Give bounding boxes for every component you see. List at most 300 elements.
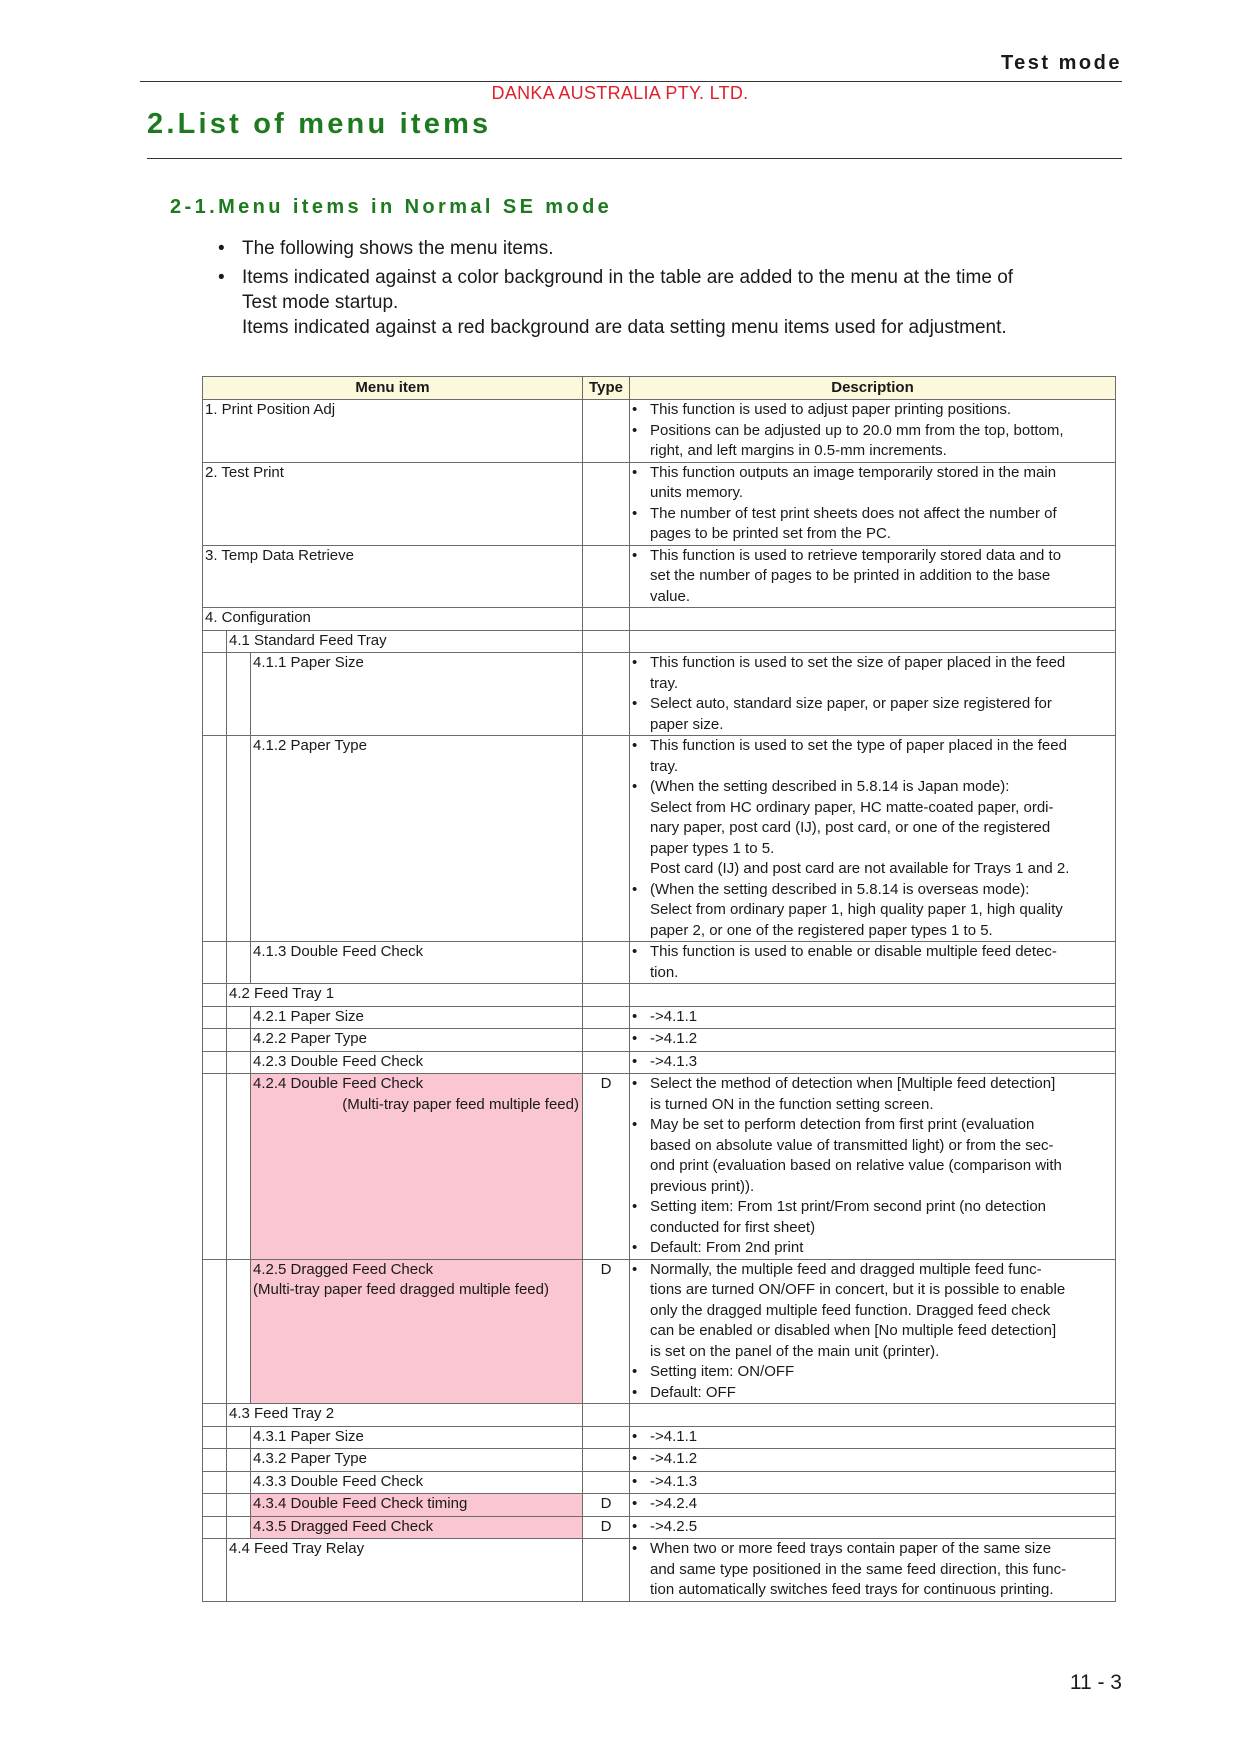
description-cell [630,1494,1116,1517]
menu-item-text: 4.1.1 Paper Size [253,654,364,671]
bullet-icon: • [218,238,225,259]
description-text-line: This function is used to retrieve temporarily stored data and to [650,546,1062,564]
description-list [630,1052,1115,1073]
description-text-line: ->4.1.3 [650,1052,698,1070]
table-row [203,1494,1116,1517]
description-text-line: ->4.2.4 [650,1495,698,1512]
description-text-line: only the dragged multiple feed function. Dragged feed check [650,1301,1051,1319]
intro-bullet-item [218,236,1118,261]
type-cell [583,1426,630,1449]
heading-1: 2.List of menu items [147,108,492,140]
description-text-line: Positions can be adjusted up to 20.0 mm from the top, bottom, [650,421,1064,439]
description-cell [630,1074,1116,1260]
description-item [630,942,1115,983]
section-label: Test mode [1000,52,1122,74]
table-header-row [203,377,1116,400]
indent-column [227,736,251,941]
menu-item-cell [203,630,583,653]
bullet-icon: • [632,1198,638,1215]
indent-column [227,1472,251,1494]
menu-item-cell [203,736,583,942]
menu-item-wrap [203,631,582,653]
menu-item-wrap [203,1494,582,1516]
menu-item-text: (Multi-tray paper feed dragged multiple feed) [253,1281,549,1298]
indent-column [203,1427,227,1449]
description-item [630,1539,1115,1601]
indent-column [203,1404,227,1426]
description-item [630,880,1115,942]
description-list [630,1517,1115,1538]
description-text-line: When two or more feed trays contain paper of the same size [650,1540,1052,1557]
menu-item-wrap [203,1449,582,1471]
description-list [630,1539,1115,1601]
description-text-line: paper 2, or one of the registered paper types 1 to 5. [650,921,993,939]
menu-item-text: 3. Temp Data Retrieve [205,546,354,564]
menu-item-text: 4.2.2 Paper Type [253,1030,367,1047]
description-text-line: This function outputs an image temporarily stored in the main [650,463,1057,481]
menu-item-label [251,1007,582,1029]
table-row [203,1051,1116,1074]
menu-item-wrap [203,984,582,1006]
description-item [630,1260,1115,1363]
indent-column [203,653,227,735]
description-text-line: This function is used to enable or disable multiple feed detec- [650,943,1057,960]
menu-item-label [251,1472,582,1494]
type-cell: D [583,1259,630,1404]
description-text-line: ->4.1.2 [650,1030,698,1047]
column-header-type: Type [583,377,630,400]
description-item [630,1029,1115,1050]
description-text-line: ->4.1.1 [650,1427,698,1445]
type-cell [583,1006,630,1029]
description-text-line: Normally, the multiple feed and dragged multiple feed func- [650,1260,1042,1278]
description-text-line: conducted for first sheet) [650,1218,816,1236]
menu-item-label [227,1404,582,1426]
description-text-line: May be set to perform detection from first print (evaluation [650,1116,1035,1133]
header-rule [140,81,1122,82]
bullet-icon: • [632,1450,638,1467]
table-row [203,1449,1116,1472]
menu-item-label [251,653,582,735]
table-row [203,1516,1116,1539]
heading-2: 2-1.Menu items in Normal SE mode [170,196,613,218]
menu-item-label [251,1052,582,1074]
menu-item-cell [203,653,583,736]
description-item [630,421,1115,462]
table-row [203,736,1116,942]
menu-item-cell [203,1449,583,1472]
menu-item-label [203,608,582,630]
description-list [630,653,1115,735]
indent-column [227,1074,251,1259]
description-list [630,1427,1115,1448]
menu-item-wrap [203,400,582,462]
bullet-icon: • [632,695,638,712]
bullet-icon: • [632,1517,638,1535]
description-text-line: This function is used to adjust paper printing positions. [650,401,1012,418]
description-text-line: based on absolute value of transmitted light) or from the sec- [650,1136,1054,1154]
menu-item-text: 4.2.3 Double Feed Check [253,1052,424,1070]
indent-column [227,1517,251,1539]
description-cell [630,736,1116,942]
menu-item-cell [203,1539,583,1602]
description-text-line: value. [650,587,691,605]
indent-column [227,1007,251,1029]
description-text-line: Select the method of detection when [Multiple feed detection] [650,1075,1056,1092]
menu-item-wrap [203,736,582,941]
description-item [630,1007,1115,1028]
description-cell [630,1426,1116,1449]
description-cell [630,1516,1116,1539]
intro-list [218,236,1118,344]
description-item [630,504,1115,545]
table-row [203,653,1116,736]
bullet-icon: • [632,463,638,481]
menu-item-text: 4.2.4 Double Feed Check [253,1075,424,1092]
intro-text-line: Items indicated against a color background in the table are added to the menu at the time of [242,267,1014,288]
type-cell: D [583,1516,630,1539]
table-row [203,608,1116,631]
menu-item-cell [203,1404,583,1427]
description-cell [630,462,1116,545]
description-cell [630,1029,1116,1052]
bullet-icon: • [632,504,638,522]
indent-column [203,1052,227,1074]
description-list [630,1472,1115,1493]
description-text-line: Select auto, standard size paper, or paper size registered for [650,695,1052,712]
bullet-icon: • [632,421,638,439]
indent-column [227,1427,251,1449]
description-item [630,777,1115,880]
description-item [630,463,1115,504]
menu-item-cell [203,400,583,463]
menu-item-text: 4.3.2 Paper Type [253,1450,367,1467]
menu-items-table [202,376,1116,1602]
menu-item-wrap [203,1472,582,1494]
description-item [630,546,1115,608]
menu-item-cell [203,1259,583,1404]
description-text-line: ->4.1.3 [650,1472,698,1490]
description-text-line: can be enabled or disabled when [No multiple feed detection] [650,1322,1057,1339]
menu-item-wrap [203,546,582,608]
type-cell [583,736,630,942]
menu-item-label [251,1517,582,1539]
description-item [630,1472,1115,1493]
indent-column [203,1494,227,1516]
bullet-icon: • [632,1363,638,1380]
menu-item-label [251,1494,582,1516]
bullet-icon: • [632,1075,638,1092]
bullet-icon: • [632,1007,638,1025]
menu-item-cell [203,1516,583,1539]
description-text-line: This function is used to set the type of paper placed in the feed [650,737,1067,754]
description-list [630,1007,1115,1028]
indent-column [227,1052,251,1074]
menu-item-wrap [203,942,582,983]
menu-item-text: 4.1.2 Paper Type [253,737,367,754]
description-cell [630,400,1116,463]
description-cell [630,1006,1116,1029]
menu-item-label [251,942,582,983]
description-list [630,1074,1115,1259]
menu-item-wrap [203,608,582,630]
table-row [203,1426,1116,1449]
indent-column [203,1260,227,1404]
table-row [203,1404,1116,1427]
description-cell [630,608,1116,631]
description-text-line: ->4.1.1 [650,1007,698,1025]
heading-1-rule [147,158,1122,159]
description-text-line: set the number of pages to be printed in addition to the base [650,567,1051,584]
intro-text-line: Items indicated against a red background are data setting menu items used for adjustment. [242,317,1007,338]
bullet-icon: • [632,1383,638,1401]
menu-item-cell [203,1471,583,1494]
bullet-icon: • [632,880,638,898]
table-row [203,400,1116,463]
table-row [203,1006,1116,1029]
indent-column [203,1517,227,1539]
description-text-line: Setting item: ON/OFF [650,1363,795,1380]
description-text-line: This function is used to set the size of paper placed in the feed [650,654,1066,671]
menu-item-cell [203,545,583,608]
description-text-line: Post card (IJ) and post card are not available for Trays 1 and 2. [650,860,1070,877]
menu-item-cell [203,1029,583,1052]
intro-text-line: The following shows the menu items. [242,238,554,259]
menu-item-text: 4.1.3 Double Feed Check [253,943,424,960]
type-cell [583,1029,630,1052]
indent-column [227,1494,251,1516]
table-row [203,984,1116,1007]
description-text-line: (When the setting described in 5.8.14 is overseas mode): [650,880,1030,898]
description-text-line: Default: From 2nd print [650,1239,804,1256]
description-cell [630,942,1116,984]
description-text-line: and same type positioned in the same feed direction, this func- [650,1560,1067,1578]
indent-column [203,1449,227,1471]
bullet-icon: • [632,778,638,795]
description-text-line: tray. [650,674,679,692]
bullet-icon: • [632,1427,638,1445]
description-text-line: pages to be printed set from the PC. [650,525,891,542]
description-text-line: ->4.1.2 [650,1450,698,1467]
menu-item-label [251,1260,582,1404]
description-text-line: previous print)). [650,1177,755,1195]
menu-item-wrap [203,1074,582,1259]
description-cell [630,1449,1116,1472]
menu-item-text: 4.2.5 Dragged Feed Check [253,1260,434,1278]
type-cell [583,1539,630,1602]
bullet-icon: • [632,1260,638,1278]
bullet-icon: • [632,943,638,960]
type-cell [583,462,630,545]
type-cell [583,653,630,736]
description-item [630,736,1115,777]
description-item [630,1383,1115,1404]
table-row [203,1471,1116,1494]
description-cell [630,1259,1116,1404]
menu-item-label [251,1449,582,1471]
menu-item-text: 4.3.1 Paper Size [253,1427,364,1445]
description-list [630,1449,1115,1470]
description-list [630,1260,1115,1404]
type-cell [583,608,630,631]
bullet-icon: • [632,1052,638,1070]
indent-column [203,631,227,653]
type-cell: D [583,1074,630,1260]
indent-column [203,942,227,983]
description-list [630,1029,1115,1050]
table-row [203,1259,1116,1404]
table-row [203,630,1116,653]
type-cell [583,1404,630,1427]
table-row [203,545,1116,608]
indent-column [203,1472,227,1494]
indent-column [203,736,227,941]
description-text-line: units memory. [650,484,744,501]
description-text-line: paper types 1 to 5. [650,839,775,857]
description-text-line: ->4.2.5 [650,1517,698,1535]
indent-column [203,984,227,1006]
bullet-icon: • [632,654,638,671]
description-item [630,653,1115,694]
menu-item-cell [203,1426,583,1449]
description-list [630,546,1115,608]
description-text-line: is turned ON in the function setting screen. [650,1095,934,1113]
table-row [203,942,1116,984]
menu-item-cell [203,1494,583,1517]
type-cell [583,1449,630,1472]
type-cell [583,630,630,653]
description-text-line: tray. [650,757,679,775]
menu-item-text: 4. Configuration [205,609,311,626]
menu-item-label [251,1074,582,1259]
description-text-line: paper size. [650,715,724,733]
description-list [630,400,1115,462]
indent-column [203,1074,227,1259]
description-item [630,1362,1115,1383]
indent-column [227,1260,251,1404]
menu-item-cell [203,462,583,545]
menu-item-wrap [203,1427,582,1449]
menu-item-label [203,400,582,462]
bullet-icon: • [218,267,225,288]
description-item [630,694,1115,735]
type-cell [583,400,630,463]
menu-item-text: 4.4 Feed Tray Relay [229,1540,365,1557]
description-list [630,1494,1115,1515]
bullet-icon: • [632,1472,638,1490]
description-item [630,1449,1115,1470]
table-row [203,1074,1116,1260]
bullet-icon: • [632,401,638,418]
table-row [203,462,1116,545]
menu-item-cell [203,984,583,1007]
description-item [630,1197,1115,1238]
menu-item-wrap [203,1539,582,1601]
bullet-icon: • [632,1540,638,1557]
type-cell [583,545,630,608]
column-header-menu-item: Menu item [203,377,583,400]
bullet-icon: • [632,1116,638,1133]
menu-item-wrap [203,1007,582,1029]
description-text-line: Select from ordinary paper 1, high quality paper 1, high quality [650,901,1063,918]
type-cell [583,942,630,984]
description-cell [630,545,1116,608]
menu-item-cell [203,608,583,631]
page-number: 11 - 3 [1069,1671,1122,1694]
description-item [630,1052,1115,1073]
description-list [630,736,1115,941]
menu-item-cell [203,1006,583,1029]
menu-item-cell [203,942,583,984]
menu-item-cell [203,1074,583,1260]
menu-item-text: 4.2 Feed Tray 1 [229,985,335,1002]
menu-item-text: 4.2.1 Paper Size [253,1007,364,1025]
type-cell [583,984,630,1007]
menu-item-wrap [203,653,582,735]
menu-item-wrap [203,1052,582,1074]
menu-item-text: 4.1 Standard Feed Tray [229,631,387,649]
menu-item-label [251,1029,582,1051]
column-header-description: Description [630,377,1116,400]
description-item [630,1494,1115,1515]
menu-item-label [227,984,582,1006]
indent-column [227,1449,251,1471]
menu-item-wrap [203,1260,582,1404]
table-row [203,1029,1116,1052]
menu-item-text: 4.3.3 Double Feed Check [253,1472,424,1490]
menu-item-text: (Multi-tray paper feed multiple feed) [342,1095,579,1113]
description-cell [630,1051,1116,1074]
description-text-line: (When the setting described in 5.8.14 is Japan mode): [650,778,1010,795]
description-item [630,1115,1115,1197]
indent-column [227,653,251,735]
menu-item-label [251,1427,582,1449]
menu-item-label [251,736,582,941]
description-text-line: nary paper, post card (IJ), post card, or one of the registered [650,819,1051,836]
description-cell [630,1471,1116,1494]
indent-column [203,1539,227,1601]
indent-column [227,942,251,983]
description-text-line: Select from HC ordinary paper, HC matte-coated paper, ordi- [650,798,1054,816]
description-cell [630,1404,1116,1427]
description-cell [630,984,1116,1007]
description-cell [630,1539,1116,1602]
description-text-line: ond print (evaluation based on relative value (comparison with [650,1157,1062,1174]
menu-item-label [227,1539,582,1601]
menu-item-label [203,463,582,545]
intro-text-line: Test mode startup. [242,292,399,313]
indent-column [203,1007,227,1029]
bullet-icon: • [632,1030,638,1047]
menu-item-text: 2. Test Print [205,463,284,481]
menu-item-wrap [203,463,582,545]
menu-item-label [227,631,582,653]
indent-column [227,1029,251,1051]
description-text-line: tion. [650,963,679,981]
menu-item-text: 4.3.4 Double Feed Check timing [253,1495,468,1512]
description-item [630,400,1115,421]
description-text-line: tions are turned ON/OFF in concert, but it is possible to enable [650,1281,1066,1298]
watermark: DANKA AUSTRALIA PTY. LTD. [491,83,749,103]
description-text-line: Setting item: From 1st print/From second print (no detection [650,1198,1046,1215]
menu-item-wrap [203,1029,582,1051]
description-list [630,942,1115,983]
intro-bullet-item [218,265,1118,340]
description-item [630,1517,1115,1538]
menu-item-text: 4.3 Feed Tray 2 [229,1405,335,1422]
bullet-icon: • [632,546,638,564]
description-cell [630,630,1116,653]
